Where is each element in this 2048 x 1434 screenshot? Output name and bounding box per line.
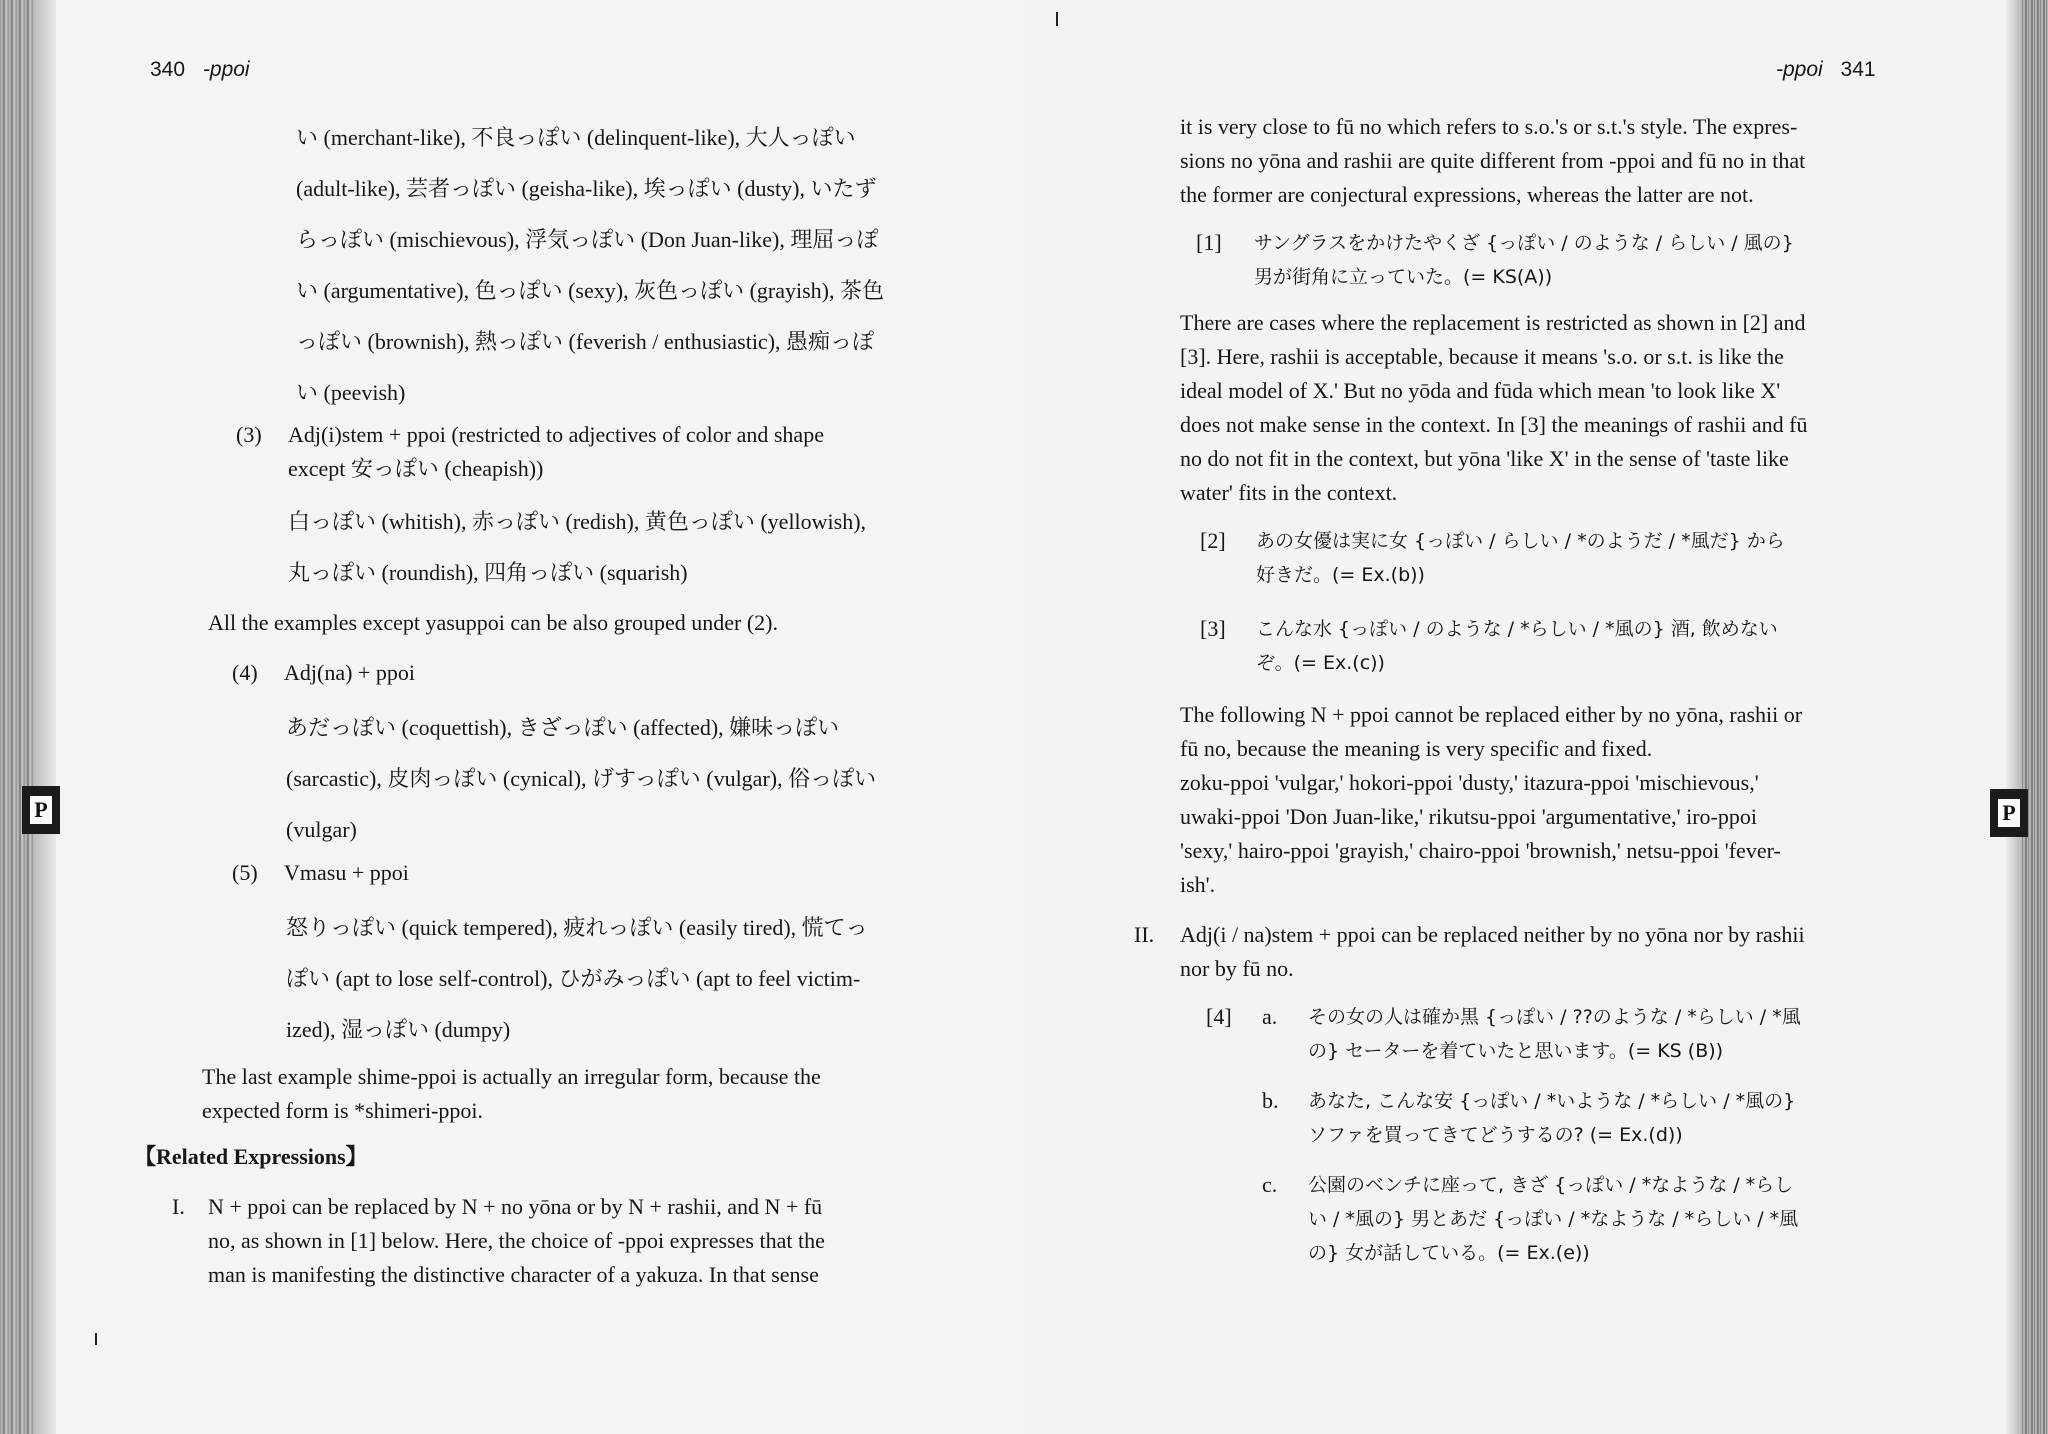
page-number: 341: [1840, 58, 1876, 81]
related-expression-I: [208, 1190, 958, 1292]
thumb-tab-letter: P: [1998, 799, 2020, 827]
section-number: I.: [172, 1194, 185, 1219]
list-item-4-examples: [286, 702, 956, 855]
text-line: 怒りっぽい (quick tempered), 疲れっぽい (easily tired), 慌てっ: [286, 915, 868, 940]
page-number: 340: [150, 58, 186, 81]
text-line: あだっぽい (coquettish), きざっぽい (affected), 嫌味っぽい: [286, 715, 840, 740]
scan-speck: [95, 1333, 97, 1345]
text-line: い / *風の} 男とあだ {っぽい / *なような / *らしい / *風: [1308, 1208, 1799, 1230]
text-line: ぞ。(= Ex.(c)): [1256, 652, 1385, 674]
text-line: ソファを買ってきてどうするの? (= Ex.(d)): [1308, 1124, 1683, 1146]
right-thumb-tab: [1990, 789, 2028, 837]
text-line: 公園のベンチに座って, きざ {っぽい / *なような / *らし: [1308, 1174, 1794, 1196]
example-number: [4]: [1206, 1004, 1232, 1029]
list-item-4: [232, 656, 962, 690]
text-line: 白っぽい (whitish), 赤っぽい (redish), 黄色っぽい (yellowish),: [288, 509, 867, 534]
item-rule: Vmasu + ppoi: [284, 860, 409, 885]
text-line: The following N + ppoi cannot be replaced either by no yōna, rashii or: [1180, 702, 1803, 727]
left-page-edge-shadow: [34, 0, 56, 1434]
scan-speck: [1056, 12, 1058, 26]
text-line: The last example shime-ppoi is actually an irregular form, because the: [202, 1064, 821, 1089]
text-line: water' fits in the context.: [1180, 480, 1398, 505]
text-line: サングラスをかけたやくざ {っぽい / のような / らしい / 風の}: [1254, 232, 1794, 254]
item-rule-continued: except 安っぽい (cheapish)): [288, 456, 544, 481]
example-2: [1256, 524, 1936, 592]
left-page-edge: [0, 0, 34, 1434]
text-line: ideal model of X.' But no yōda and fūda which mean 'to look like X': [1180, 378, 1781, 403]
text-line: (adult-like), 芸者っぽい (geisha-like), 埃っぽい (dusty), いたず: [296, 176, 877, 201]
list-item-3: [236, 418, 956, 486]
text-line: it is very close to fū no which refers to s.o.'s or s.t.'s style. The expres-: [1180, 114, 1798, 139]
example-4b: [1308, 1084, 1948, 1152]
text-line: man is manifesting the distinctive character of a yakuza. In that sense: [208, 1262, 819, 1287]
text-line: zoku-ppoi 'vulgar,' hokori-ppoi 'dusty,' itazura-ppoi 'mischievous,': [1180, 770, 1759, 795]
text-line: っぽい (brownish), 熱っぽい (feverish / enthusiastic), 愚痴っぽ: [296, 329, 875, 354]
left-page-header: [150, 58, 250, 82]
text-line: sions no yōna and rashii are quite different from -ppoi and fū no in that: [1180, 148, 1806, 173]
sub-example-label: a.: [1262, 1004, 1278, 1029]
text-line: no, as shown in [1] below. Here, the choice of -ppoi expresses that the: [208, 1228, 825, 1253]
right-page-edge-shadow: [2006, 0, 2022, 1434]
text-line: い (merchant-like), 不良っぽい (delinquent-like), 大人っぽい: [296, 125, 856, 150]
last-example-note: [202, 1060, 962, 1128]
text-line: の} セーターを着ていたと思います。(= KS (B)): [1308, 1040, 1724, 1062]
continuation-paragraph: [1180, 110, 1960, 212]
example-3: [1256, 612, 1936, 680]
text-line: 好きだ。(= Ex.(b)): [1256, 564, 1425, 586]
left-thumb-tab: [22, 786, 60, 834]
item-rule: Adj(na) + ppoi: [284, 660, 415, 685]
running-head: -ppoi: [1776, 58, 1823, 81]
text-line: the former are conjectural expressions, whereas the latter are not.: [1180, 182, 1754, 207]
item-number: (4): [232, 660, 258, 685]
right-page-header: [1776, 58, 1876, 82]
text-line: uwaki-ppoi 'Don Juan-like,' rikutsu-ppoi 'argumentative,' iro-ppoi: [1180, 804, 1757, 829]
list-item-3-examples: [288, 496, 956, 598]
example-4a: [1308, 1000, 1948, 1068]
text-line: 男が街角に立っていた。(= KS(A)): [1254, 266, 1553, 288]
text-line: Adj(i / na)stem + ppoi can be replaced neither by no yōna nor by rashii: [1180, 922, 1805, 947]
item-rule: Adj(i)stem + ppoi (restricted to adjectives of color and shape: [288, 422, 824, 447]
running-head: -ppoi: [202, 58, 250, 81]
list-item-2-examples: [296, 112, 956, 418]
text-line: あなた, こんな安 {っぽい / *いような / *らしい / *風の}: [1308, 1090, 1796, 1112]
fixed-meaning-paragraph: [1180, 698, 1960, 902]
text-line: ish'.: [1180, 872, 1216, 897]
text-line: 丸っぽい (roundish), 四角っぽい (squarish): [288, 560, 688, 585]
item-number: (5): [232, 860, 258, 885]
text-line: (sarcastic), 皮肉っぽい (cynical), げすっぽい (vulgar), 俗っぽい: [286, 766, 877, 791]
text-line: らっぽい (mischievous), 浮気っぽい (Don Juan-like), 理屈っぽ: [296, 227, 879, 252]
text-line: その女の人は確か黒 {っぽい / ??のような / *らしい / *風: [1308, 1006, 1801, 1028]
sub-example-label: c.: [1262, 1172, 1278, 1197]
related-expressions-heading: 【Related Expressions】: [134, 1144, 368, 1169]
text-line: 'sexy,' hairo-ppoi 'grayish,' chairo-ppoi 'brownish,' netsu-ppoi 'fever-: [1180, 838, 1781, 863]
text-line: ized), 湿っぽい (dumpy): [286, 1017, 511, 1042]
text-line: の} 女が話している。(= Ex.(e)): [1308, 1242, 1590, 1264]
text-line: expected form is *shimeri-ppoi.: [202, 1098, 484, 1123]
example-number: [3]: [1200, 616, 1226, 641]
all-examples-note: All the examples except yasuppoi can be also grouped under (2).: [208, 610, 778, 635]
thumb-tab-letter: P: [30, 796, 52, 824]
list-item-5-examples: [286, 902, 956, 1055]
list-item-5: [232, 856, 962, 890]
example-number: [2]: [1200, 528, 1226, 553]
text-line: い (peevish): [296, 380, 406, 405]
text-line: nor by fū no.: [1180, 956, 1294, 981]
text-line: N + ppoi can be replaced by N + no yōna or by N + rashii, and N + fū: [208, 1194, 823, 1219]
text-line: (vulgar): [286, 817, 357, 842]
text-line: does not make sense in the context. In [3] the meanings of rashii and fū: [1180, 412, 1808, 437]
related-expression-II: [1180, 918, 1960, 986]
example-4c: [1308, 1168, 1948, 1270]
right-page-edge: [2022, 0, 2048, 1434]
text-line: こんな水 {っぽい / のような / *らしい / *風の} 酒, 飲めない: [1256, 618, 1778, 640]
text-line: no do not fit in the context, but yōna 'like X' in the sense of 'taste like: [1180, 446, 1789, 471]
text-line: fū no, because the meaning is very specific and fixed.: [1180, 736, 1653, 761]
text-line: ぽい (apt to lose self-control), ひがみっぽい (apt to feel victim-: [286, 966, 861, 991]
text-line: い (argumentative), 色っぽい (sexy), 灰色っぽい (grayish), 茶色: [296, 278, 884, 303]
text-line: [3]. Here, rashii is acceptable, because it means 's.o. or s.t. is like the: [1180, 344, 1784, 369]
text-line: There are cases where the replacement is restricted as shown in [2] and: [1180, 310, 1806, 335]
section-number: II.: [1134, 922, 1155, 947]
example-1: [1254, 226, 1934, 294]
item-number: (3): [236, 422, 262, 447]
example-number: [1]: [1196, 230, 1222, 255]
restriction-paragraph: [1180, 306, 1960, 510]
text-line: あの女優は実に女 {っぽい / らしい / *のようだ / *風だ} から: [1256, 530, 1785, 552]
sub-example-label: b.: [1262, 1088, 1279, 1113]
